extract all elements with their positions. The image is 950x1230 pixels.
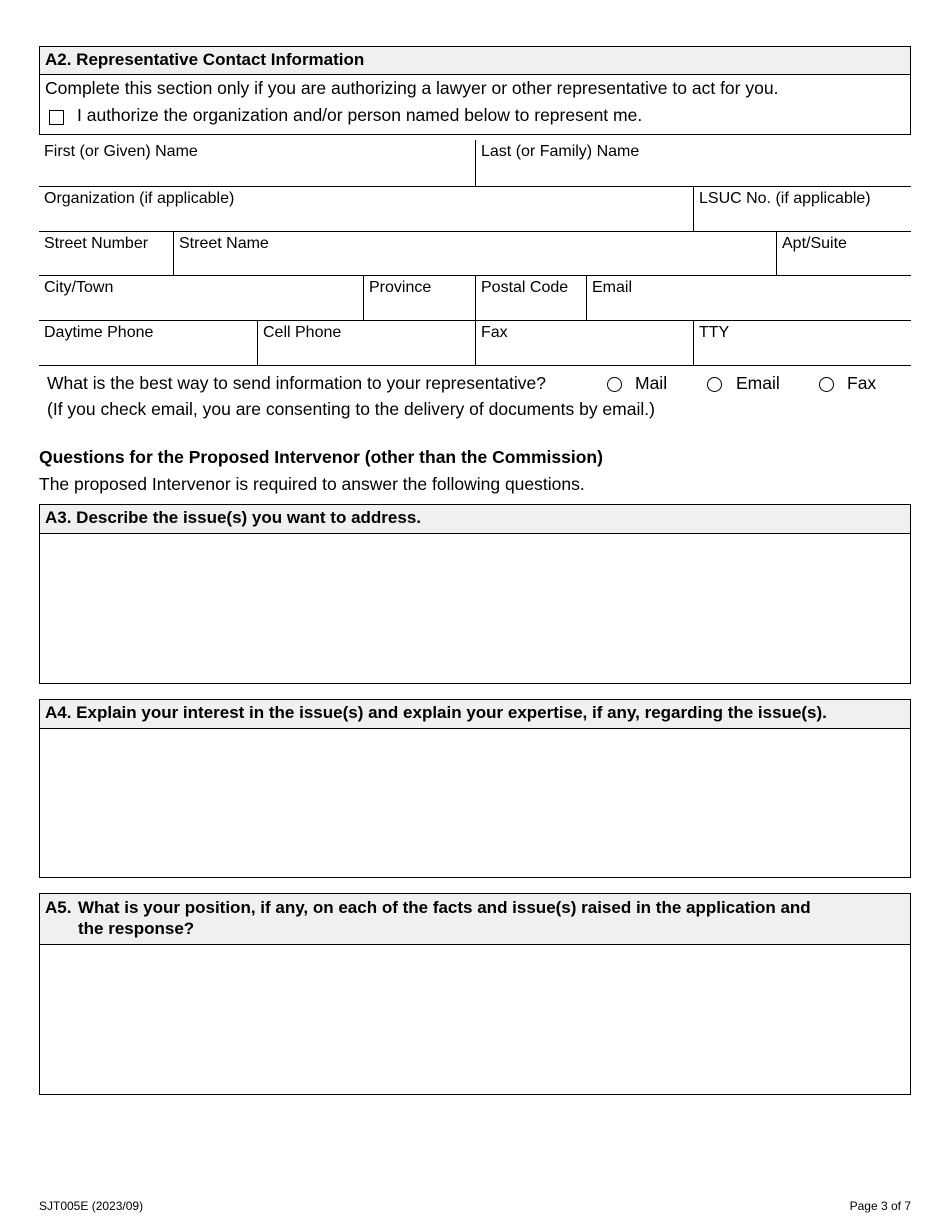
a2-section bbox=[39, 46, 911, 135]
email-option-label: Email bbox=[736, 373, 780, 393]
mail-option-label: Mail bbox=[635, 373, 668, 393]
page-number: Page 3 of 7 bbox=[849, 1199, 911, 1213]
email-radio[interactable] bbox=[707, 377, 722, 392]
contact-grid bbox=[39, 140, 911, 366]
mail-radio[interactable] bbox=[607, 377, 622, 392]
authorize-checkbox[interactable] bbox=[49, 110, 64, 125]
email-label: Email bbox=[592, 279, 633, 296]
a5-answer-area[interactable] bbox=[40, 945, 910, 1094]
authorize-label: I authorize the organization and/or person named below to represent me. bbox=[77, 105, 643, 125]
fax-option-label: Fax bbox=[847, 373, 877, 393]
lsuc-field[interactable] bbox=[694, 187, 911, 231]
province-label: Province bbox=[369, 279, 432, 296]
a4-heading: A4. Explain your interest in the issue(s) and explain your expertise, if any, regarding the issue(s). bbox=[40, 700, 910, 729]
a3-answer-area[interactable] bbox=[40, 534, 910, 683]
fax-label: Fax bbox=[481, 324, 508, 341]
fax-field[interactable] bbox=[476, 321, 693, 365]
a5-number: A5. bbox=[45, 898, 72, 917]
cell-phone-label: Cell Phone bbox=[263, 324, 342, 341]
email-consent-note: (If you check email, you are consenting to the delivery of documents by email.) bbox=[47, 399, 655, 419]
form-id: SJT005E (2023/09) bbox=[39, 1199, 144, 1213]
a4-section bbox=[39, 699, 911, 878]
city-label: City/Town bbox=[44, 279, 114, 296]
fax-radio[interactable] bbox=[819, 377, 834, 392]
organization-label: Organization (if applicable) bbox=[44, 190, 235, 207]
contact-question: What is the best way to send information to your representative? bbox=[47, 373, 547, 393]
last-name-field[interactable] bbox=[476, 140, 911, 186]
a4-answer-area[interactable] bbox=[40, 729, 910, 877]
street-number-label: Street Number bbox=[44, 235, 149, 252]
day-phone-field[interactable] bbox=[39, 321, 257, 365]
intervenor-subtitle: The proposed Intervenor is required to answer the following questions. bbox=[39, 474, 585, 494]
intervenor-title: Questions for the Proposed Intervenor (other than the Commission) bbox=[39, 447, 603, 467]
a3-heading: A3. Describe the issue(s) you want to address. bbox=[40, 505, 910, 534]
a3-section bbox=[39, 504, 911, 684]
lsuc-label: LSUC No. (if applicable) bbox=[699, 190, 871, 207]
postal-field[interactable] bbox=[476, 276, 586, 320]
tty-field[interactable] bbox=[694, 321, 911, 365]
first-name-label: First (or Given) Name bbox=[44, 143, 198, 160]
street-name-field[interactable] bbox=[174, 232, 776, 275]
a5-section bbox=[39, 893, 911, 1095]
email-field[interactable] bbox=[587, 276, 911, 320]
organization-field[interactable] bbox=[39, 187, 693, 231]
tty-label: TTY bbox=[699, 324, 730, 341]
apt-label: Apt/Suite bbox=[782, 235, 847, 252]
province-field[interactable] bbox=[364, 276, 475, 320]
day-phone-label: Daytime Phone bbox=[44, 324, 154, 341]
apt-field[interactable] bbox=[777, 232, 911, 275]
a2-heading: A2. Representative Contact Information bbox=[40, 47, 910, 75]
city-field[interactable] bbox=[39, 276, 363, 320]
grid-line bbox=[39, 365, 911, 366]
a5-heading-line2: the response? bbox=[78, 919, 195, 938]
postal-label: Postal Code bbox=[481, 279, 569, 296]
street-name-label: Street Name bbox=[179, 235, 269, 252]
a5-heading bbox=[40, 894, 910, 945]
street-number-field[interactable] bbox=[39, 232, 173, 275]
a5-heading-line1: What is your position, if any, on each of the facts and issue(s) raised in the application and bbox=[78, 898, 811, 917]
last-name-label: Last (or Family) Name bbox=[481, 143, 640, 160]
first-name-field[interactable] bbox=[39, 140, 475, 186]
cell-phone-field[interactable] bbox=[258, 321, 475, 365]
a2-instruction: Complete this section only if you are authorizing a lawyer or other representative to act for you. bbox=[45, 78, 779, 98]
